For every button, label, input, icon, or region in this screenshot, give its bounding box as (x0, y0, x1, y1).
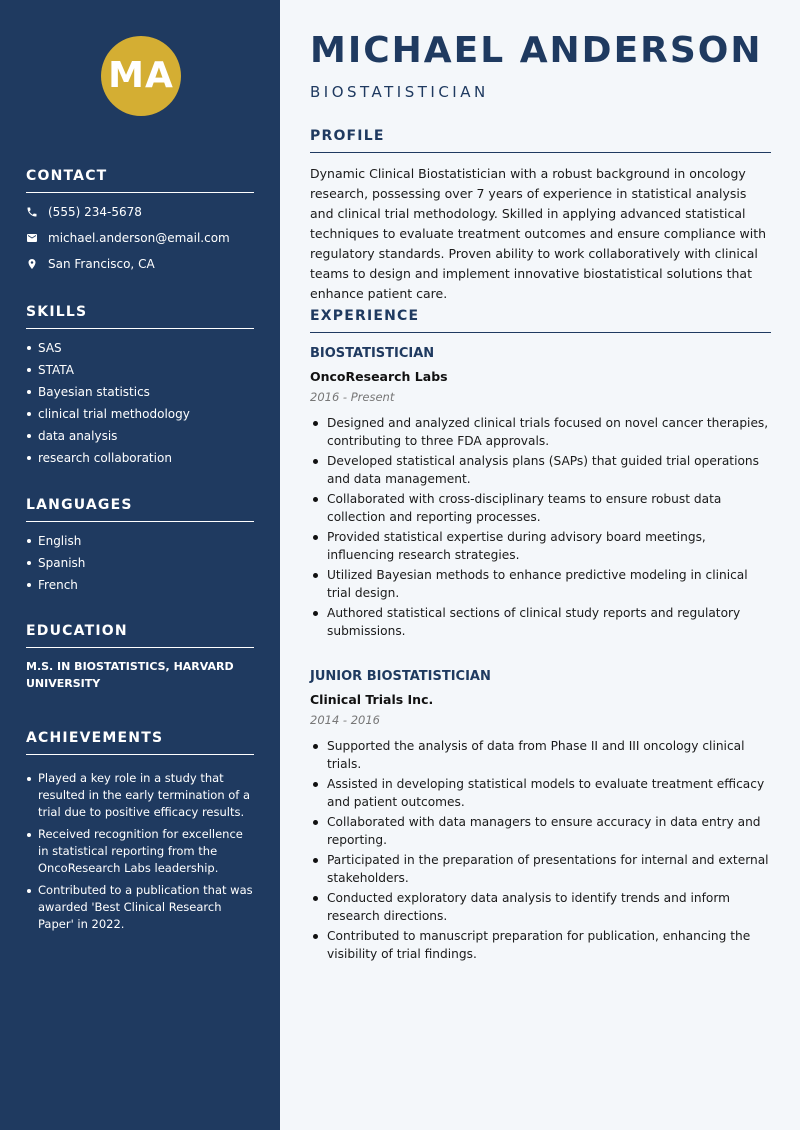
location-text: San Francisco, CA (48, 257, 155, 271)
languages-heading: LANGUAGES (26, 497, 254, 522)
skill-item: STATA (26, 359, 254, 381)
job-bullet: Supported the analysis of data from Phase II and III oncology clinical trials. (310, 737, 771, 773)
language-item: French (26, 574, 254, 596)
education-heading: EDUCATION (26, 623, 254, 648)
achievements-heading: ACHIEVEMENTS (26, 730, 254, 755)
skill-item: SAS (26, 337, 254, 359)
phone-icon (26, 206, 38, 218)
experience-heading: EXPERIENCE (310, 308, 771, 333)
candidate-name: MICHAEL ANDERSON (310, 30, 763, 71)
job-dates: 2016 - Present (310, 390, 395, 404)
contact-location (26, 257, 155, 271)
skills-heading: SKILLS (26, 304, 254, 329)
job-bullets (310, 414, 771, 642)
company-name: Clinical Trials Inc. (310, 692, 434, 707)
location-pin-icon (26, 258, 38, 270)
company-name: OncoResearch Labs (310, 369, 448, 384)
job-title: BIOSTATISTICIAN (310, 346, 435, 361)
achievement-item: Contributed to a publication that was awarded 'Best Clinical Research Paper' in 2022. (26, 882, 254, 933)
achievement-item: Received recognition for excellence in statistical reporting from the OncoResearch Labs leadership. (26, 826, 254, 877)
skills-list (26, 337, 254, 469)
job-bullet: Designed and analyzed clinical trials focused on novel cancer therapies, contributing to three FDA approvals. (310, 414, 771, 450)
job-bullet: Provided statistical expertise during advisory board meetings, influencing research strategies. (310, 528, 771, 564)
sidebar (0, 0, 280, 1130)
phone-text: (555) 234-5678 (48, 205, 142, 219)
achievements-list (26, 770, 254, 938)
job-title: JUNIOR BIOSTATISTICIAN (310, 669, 491, 684)
profile-text: Dynamic Clinical Biostatistician with a robust background in oncology research, possessing over 7 years of experience in statistical analysis and clinical trial methodology. Skilled in applying advanced statistical techniques to evaluate treatment outcomes and ensure compliance with regulatory standards. Proven ability to work collaboratively with clinical teams to design and implement innovative biostatistical solutions that enhance patient care. (310, 166, 767, 301)
job-title-subtitle: BIOSTATISTICIAN (310, 83, 489, 101)
job-bullet: Developed statistical analysis plans (SAPs) that guided trial operations and data management. (310, 452, 771, 488)
contact-heading: CONTACT (26, 168, 254, 193)
email-icon (26, 232, 38, 244)
job-bullet: Collaborated with data managers to ensure accuracy in data entry and reporting. (310, 813, 771, 849)
skill-item: Bayesian statistics (26, 381, 254, 403)
job-bullet: Authored statistical sections of clinical study reports and regulatory submissions. (310, 604, 771, 640)
contact-email (26, 231, 230, 245)
job-bullet: Contributed to manuscript preparation for publication, enhancing the visibility of trial findings. (310, 927, 771, 963)
job-dates: 2014 - 2016 (310, 713, 380, 727)
job-bullets (310, 737, 771, 965)
job-bullet: Collaborated with cross-disciplinary teams to ensure robust data collection and reporting processes. (310, 490, 771, 526)
contact-phone (26, 205, 142, 219)
skill-item: research collaboration (26, 447, 254, 469)
achievement-item: Played a key role in a study that resulted in the early termination of a trial due to positive efficacy results. (26, 770, 254, 821)
skill-item: clinical trial methodology (26, 403, 254, 425)
avatar-initials: MA (101, 36, 181, 116)
job-bullet: Assisted in developing statistical models to evaluate treatment efficacy and patient outcomes. (310, 775, 771, 811)
languages-list (26, 530, 254, 596)
skill-item: data analysis (26, 425, 254, 447)
language-item: Spanish (26, 552, 254, 574)
email-text[interactable]: michael.anderson@email.com (48, 231, 230, 245)
job-bullet: Conducted exploratory data analysis to identify trends and inform research directions. (310, 889, 771, 925)
education-entry: M.S. IN BIOSTATISTICS, HARVARD UNIVERSITY (26, 660, 234, 690)
language-item: English (26, 530, 254, 552)
profile-heading: PROFILE (310, 128, 771, 153)
job-bullet: Participated in the preparation of presentations for internal and external stakeholders. (310, 851, 771, 887)
job-bullet: Utilized Bayesian methods to enhance predictive modeling in clinical trial design. (310, 566, 771, 602)
